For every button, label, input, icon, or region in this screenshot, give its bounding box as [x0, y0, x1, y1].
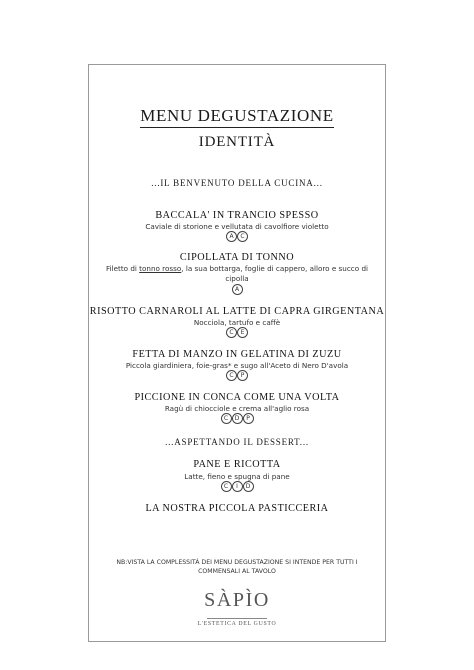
- dish-description-cipollata-line2: cipolla: [225, 274, 249, 283]
- dish-name-pane-e-ricotta: PANE E RICOTTA: [193, 459, 281, 470]
- allergen-row-piccione: [0, 413, 474, 424]
- menu-subtitle: IDENTITÀ: [198, 134, 276, 150]
- allergen-badge: D: [232, 413, 243, 424]
- dish-name-cipollata: CIPOLLATA DI TONNO: [179, 252, 295, 263]
- allergen-badge: A: [226, 231, 237, 242]
- allergen-badge: D: [243, 481, 254, 492]
- dish-name-baccala: BACCALA' IN TRANCIO SPESSO: [155, 210, 319, 221]
- allergen-badge: C: [226, 370, 237, 381]
- allergen-row-risotto: [0, 327, 474, 338]
- dish-description-text: , la sua bottarga, foglie di cappero, alloro e succo di: [181, 264, 369, 273]
- dish-description-text: Filetto di: [105, 264, 140, 273]
- allergen-badge: A: [232, 284, 243, 295]
- allergen-row-pane-e-ricotta: [0, 481, 474, 492]
- dish-description-cipollata: [0, 264, 474, 273]
- allergen-badge: P: [237, 370, 248, 381]
- brand-logo: SÀPÌO: [204, 589, 270, 611]
- allergen-badge: I: [232, 481, 243, 492]
- dessert-section-label: ...ASPETTANDO IL DESSERT...: [165, 437, 309, 447]
- dish-description-pane-e-ricotta: Latte, fieno e spugna di pane: [184, 472, 290, 481]
- brand-tagline: L'ESTETICA DEL GUSTO: [197, 621, 277, 627]
- dish-description-piccione: Ragù di chiocciole e crema all'aglio rosa: [164, 404, 310, 413]
- dish-description-risotto: Nocciola, tartufo e caffè: [193, 318, 281, 327]
- dish-name-piccione: PICCIONE IN CONCA COME UNA VOLTA: [134, 392, 340, 403]
- petit-fours-label: LA NOSTRA PICCOLA PASTICCERIA: [145, 503, 329, 514]
- dish-description-baccala: Caviale di storione e vellutata di cavolfiore violetto: [145, 222, 329, 231]
- allergen-badge: P: [243, 413, 254, 424]
- dish-name-risotto: RISOTTO CARNAROLI AL LATTE DI CAPRA GIRGENTANA: [89, 306, 385, 317]
- brand-divider: [207, 618, 267, 619]
- allergen-badge: C: [221, 413, 232, 424]
- allergen-badge: E: [237, 327, 248, 338]
- allergen-badge: C: [226, 327, 237, 338]
- allergen-row-cipollata: [0, 284, 474, 295]
- menu-title: [0, 106, 474, 128]
- allergen-badge: C: [221, 481, 232, 492]
- dish-name-fetta-di-manzo: FETTA DI MANZO IN GELATINA DI ZUZU: [132, 349, 342, 360]
- welcome-section-label: ...IL BENVENUTO DELLA CUCINA...: [151, 178, 323, 188]
- dish-description-underlined: tonno rosso: [139, 264, 182, 273]
- dish-description-fetta-di-manzo: Piccola giardiniera, foie-gras* e sugo all'Aceto di Nero D'avola: [125, 361, 349, 370]
- table-note: NB:VISTA LA COMPLESSITÀ DEI MENU DEGUSTAZIONE SI INTENDE PER TUTTI I COMMENSALI AL TAVOLO: [116, 559, 358, 575]
- allergen-badge: C: [237, 231, 248, 242]
- allergen-row-fetta-di-manzo: [0, 370, 474, 381]
- menu-title-text: MENU DEGUSTAZIONE: [140, 106, 333, 128]
- allergen-row-baccala: [0, 231, 474, 242]
